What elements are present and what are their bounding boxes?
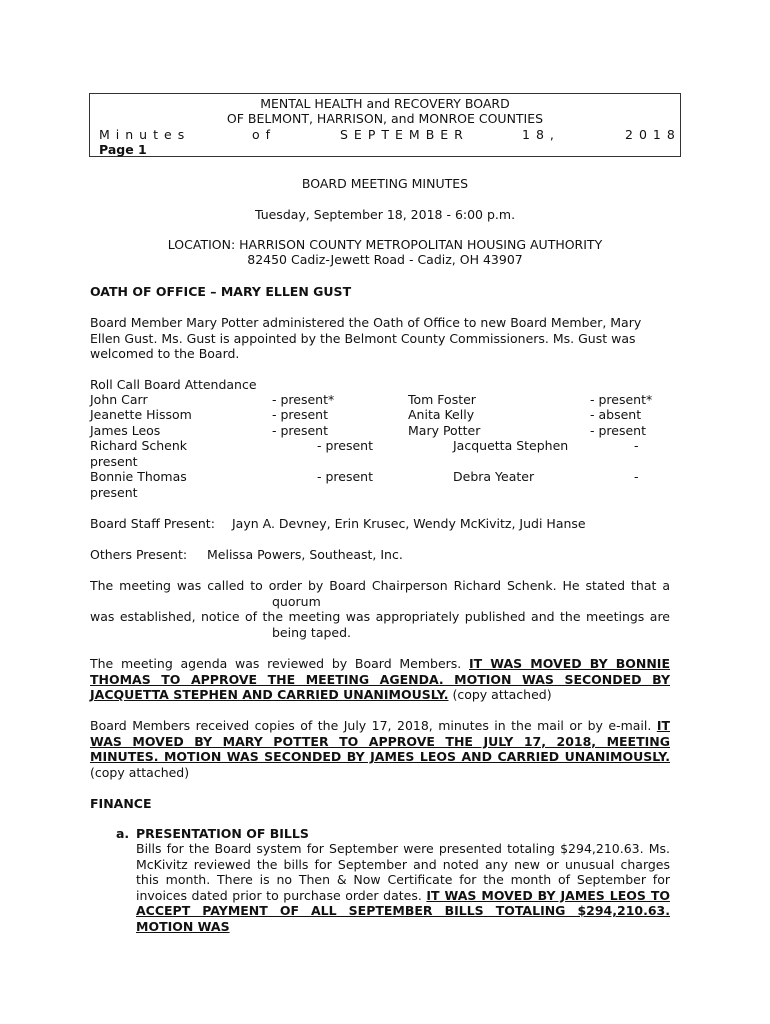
roll-status: - present — [317, 438, 373, 453]
bills-paragraph — [136, 841, 670, 934]
roll-name: Richard Schenk — [90, 438, 188, 453]
header-line-2: OF BELMONT, HARRISON, and MONROE COUNTIES — [226, 111, 544, 126]
roll-status: - present* — [590, 392, 653, 407]
document-title: BOARD MEETING MINUTES — [301, 176, 469, 191]
roll-name: Anita Kelly — [408, 407, 475, 422]
roll-status: - present — [590, 423, 646, 438]
others-label: Others Present: — [90, 547, 188, 562]
call-to-order-line-3: was established, notice of the meeting was appropriately published and the meetings are — [90, 609, 670, 624]
call-to-order-line-2: quorum — [272, 594, 321, 609]
roll-status: - present — [272, 423, 328, 438]
bills-text: Bills for the Board system for September were presented totaling $294,210.63. Ms. McKivitz reviewed the bills for September and noted any new or unusual charges this month. There is no Then & Now Certificate for the month of September for invoices dated prior to purchase order dates. — [136, 841, 670, 903]
roll-status-dash: - — [634, 469, 639, 484]
minutes-attachment-note: (copy attached) — [90, 764, 190, 780]
agenda-motion: IT WAS MOVED BY BONNIE THOMAS TO APPROVE THE MEETING AGENDA. MOTION WAS SECONDED BY JACQUETTA STEPHEN AND CARRIED UNANIMOUSLY. — [90, 656, 670, 702]
roll-call-title: Roll Call Board Attendance — [90, 377, 257, 392]
oath-paragraph: Board Member Mary Potter administered the Oath of Office to new Board Member, Mary Ellen Gust. Ms. Gust is appointed by the Belmont County Commissioners. Ms. Gust was welcomed to the Board. — [90, 315, 642, 361]
header-day-word: 18, — [522, 127, 560, 142]
call-to-order-line-1: The meeting was called to order by Board Chairperson Richard Schenk. He stated that a — [90, 578, 670, 593]
header-of-word: of — [252, 127, 277, 142]
bills-motion: IT WAS MOVED BY JAMES LEOS TO ACCEPT PAYMENT OF ALL SEPTEMBER BILLS TOTALING $294,210.63. MOTION WAS — [136, 887, 670, 934]
minutes-text: Board Members received copies of the July 17, 2018, minutes in the mail or by e-mail. — [90, 718, 657, 733]
roll-name: Mary Potter — [408, 423, 481, 438]
roll-name: Jeanette Hissom — [90, 407, 192, 422]
bills-item-letter: a. — [116, 826, 130, 841]
staff-value: Jayn A. Devney, Erin Krusec, Wendy McKivitz, Judi Hanse — [232, 516, 586, 531]
roll-name: Tom Foster — [408, 392, 476, 407]
staff-label: Board Staff Present: — [90, 516, 215, 531]
agenda-paragraph — [90, 656, 670, 703]
location-line-1: LOCATION: HARRISON COUNTY METROPOLITAN HOUSING AUTHORITY — [167, 237, 603, 252]
meeting-date: Tuesday, September 18, 2018 - 6:00 p.m. — [254, 207, 516, 222]
roll-name: James Leos — [90, 423, 161, 438]
bills-heading: PRESENTATION OF BILLS — [136, 826, 309, 841]
location-line-2: 82450 Cadiz-Jewett Road - Cadiz, OH 43907 — [247, 252, 523, 267]
roll-status-wrap: present — [90, 485, 138, 500]
roll-status-wrap: present — [90, 454, 138, 469]
roll-status-dash: - — [634, 438, 639, 453]
header-page-number: Page 1 — [99, 142, 147, 157]
header-line-1: MENTAL HEALTH and RECOVERY BOARD — [260, 96, 510, 111]
agenda-attachment-note: (copy attached) — [448, 687, 552, 702]
roll-name: Bonnie Thomas — [90, 469, 187, 484]
minutes-motion: IT WAS MOVED BY MARY POTTER TO APPROVE THE JULY 17, 2018, MEETING MINUTES. MOTION WAS SECONDED BY JAMES LEOS AND CARRIED UNANIMOUSLY. — [90, 718, 670, 764]
roll-status: - present* — [272, 392, 335, 407]
call-to-order-line-4: being taped. — [272, 625, 352, 640]
minutes-approval-paragraph — [90, 718, 670, 780]
header-minutes-word: Minutes — [99, 127, 191, 142]
roll-name: Jacquetta Stephen — [453, 438, 569, 453]
finance-heading: FINANCE — [90, 796, 152, 811]
roll-status: - present — [272, 407, 328, 422]
header-month-word: SEPTEMBER — [340, 127, 469, 142]
roll-status: - absent — [590, 407, 642, 422]
roll-name: John Carr — [90, 392, 148, 407]
header-year-word: 2018 — [625, 127, 681, 142]
agenda-text: The meeting agenda was reviewed by Board Members. — [90, 656, 469, 671]
roll-status: - present — [317, 469, 373, 484]
others-value: Melissa Powers, Southeast, Inc. — [207, 547, 403, 562]
roll-name: Debra Yeater — [453, 469, 535, 484]
oath-heading: OATH OF OFFICE – MARY ELLEN GUST — [90, 284, 352, 299]
